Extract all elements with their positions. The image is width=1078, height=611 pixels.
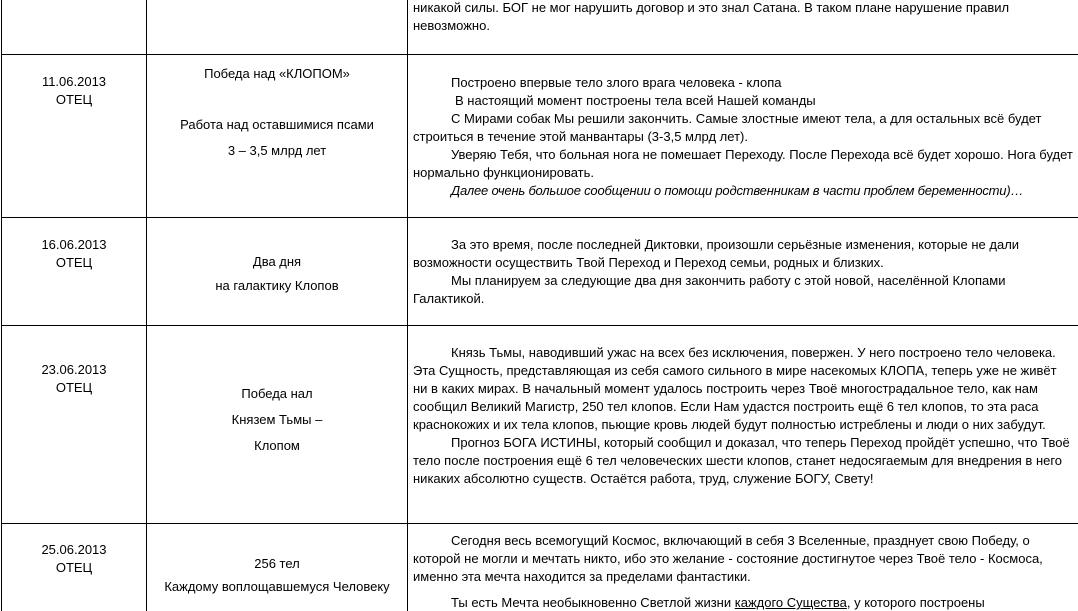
table-row <box>2 524 1078 611</box>
date-cell <box>2 218 147 326</box>
title-line: Победа нал <box>241 386 313 401</box>
text-cell <box>408 524 1078 611</box>
paragraph: Прогноз БОГА ИСТИНЫ, который сообщил и доказал, что теперь Переход пройдёт успешно, что Твоё тело после построения ещё 6 тел человеческих шести клопов, станет недосягаемым для внедрения в него никаких абсолютно существ. Остаётся работа, труд, служение БОГУ, Свету! <box>413 435 1070 486</box>
title-line: Два дня <box>252 254 302 269</box>
table-row <box>2 326 1078 524</box>
paragraph-tail: , у которого построены <box>846 595 985 610</box>
paragraph <box>413 594 1074 611</box>
dictation-table <box>1 0 1078 611</box>
paragraph: Князь Тьмы, наводивший ужас на всех без исключения, повержен. У него построено тело человека. Эта Сущность, представляющая из себя самого сильного в мире насекомых КЛОПА, теперь уже не живёт ни в каких мирах. В начальный момент удалось построить через Твоё многострадальное тело, как нам сообщил Великий Магистр, 250 тел клопов. Если Нам удастся построить ещё 6 тел клопов, то эта раса краснокожих и их тела клопов, пьющие кровь людей будут полностью истреблены и люди о них забудут. <box>413 345 1057 432</box>
paragraph: С Мирами собак Мы решили закончить. Самые злостные имеют тела, а для остальных всё будет строиться в течение этой манвантары (3-3,5 млрд лет). <box>413 111 1042 144</box>
title-line: 3 – 3,5 млрд лет <box>227 143 327 158</box>
title-cell <box>147 0 408 55</box>
title-cell <box>147 326 408 524</box>
underlined-phrase: каждого Существа <box>734 595 847 610</box>
entry-date: 25.06.2013 <box>41 542 107 557</box>
title-cell <box>147 218 408 326</box>
table-row <box>2 218 1078 326</box>
title-cell <box>147 524 408 611</box>
table-row <box>2 55 1078 218</box>
title-line: на галактику Клопов <box>215 278 339 293</box>
entry-author: ОТЕЦ <box>55 380 93 395</box>
text-cell <box>408 0 1078 55</box>
paragraph: Далее очень большое сообщении о помощи родственникам в части проблем беременности)… <box>451 183 1024 198</box>
entry-date: 23.06.2013 <box>41 362 107 377</box>
paragraph: За это время, после последней Диктовки, произошли серьёзные изменения, которые не дали возможности осуществить Твой Переход и Переход семьи, родных и близких. <box>413 237 1020 270</box>
title-line: Клопом <box>254 438 300 453</box>
title-line: Победа над «КЛОПОМ» <box>204 66 350 81</box>
paragraph: Уверяю Тебя, что больная нога не помешает Переходу. После Перехода всё будет хорошо. Нога будет нормально функционировать. <box>413 147 1073 180</box>
entry-date: 16.06.2013 <box>41 237 107 252</box>
date-cell <box>2 524 147 611</box>
title-line: Каждому воплощавшемуся Человеку <box>164 579 390 594</box>
title-line: Князем Тьмы – <box>231 412 323 427</box>
table-row <box>2 0 1078 55</box>
paragraph: Мы планируем за следующие два дня закончить работу с этой новой, населённой Клопами Галактикой. <box>413 273 1006 306</box>
text-cell <box>408 326 1078 524</box>
date-cell <box>2 55 147 218</box>
paragraph: В настоящий момент построены тела всей Нашей команды <box>455 93 816 108</box>
paragraph: никакой силы. БОГ не мог нарушить договор и это знал Сатана. В таком плане нарушение правил невозможно. <box>413 0 1010 33</box>
title-line: Работа над оставшимися псами <box>180 117 374 132</box>
title-cell <box>147 55 408 218</box>
entry-author: ОТЕЦ <box>55 255 93 270</box>
title-line: 256 тел <box>254 556 300 571</box>
paragraph: Построено впервые тело злого врага человека - клопа <box>451 75 782 90</box>
paragraph-text: Ты есть Мечта необыкновенно Светлой жизни <box>451 595 735 610</box>
paragraph: Сегодня весь всемогущий Космос, включающий в себя 3 Вселенные, празднует свою Победу, о которой не могли и мечтать никто, ибо это желание - состояние достигнутое через Твоё тело - Космоса, именно эта мечта находится за пределами фантастики. <box>413 533 1043 584</box>
text-cell <box>408 55 1078 218</box>
entry-author: ОТЕЦ <box>55 92 93 107</box>
entry-date: 11.06.2013 <box>41 74 107 89</box>
date-cell <box>2 326 147 524</box>
entry-author: ОТЕЦ <box>55 560 93 575</box>
date-cell <box>2 0 147 55</box>
text-cell <box>408 218 1078 326</box>
